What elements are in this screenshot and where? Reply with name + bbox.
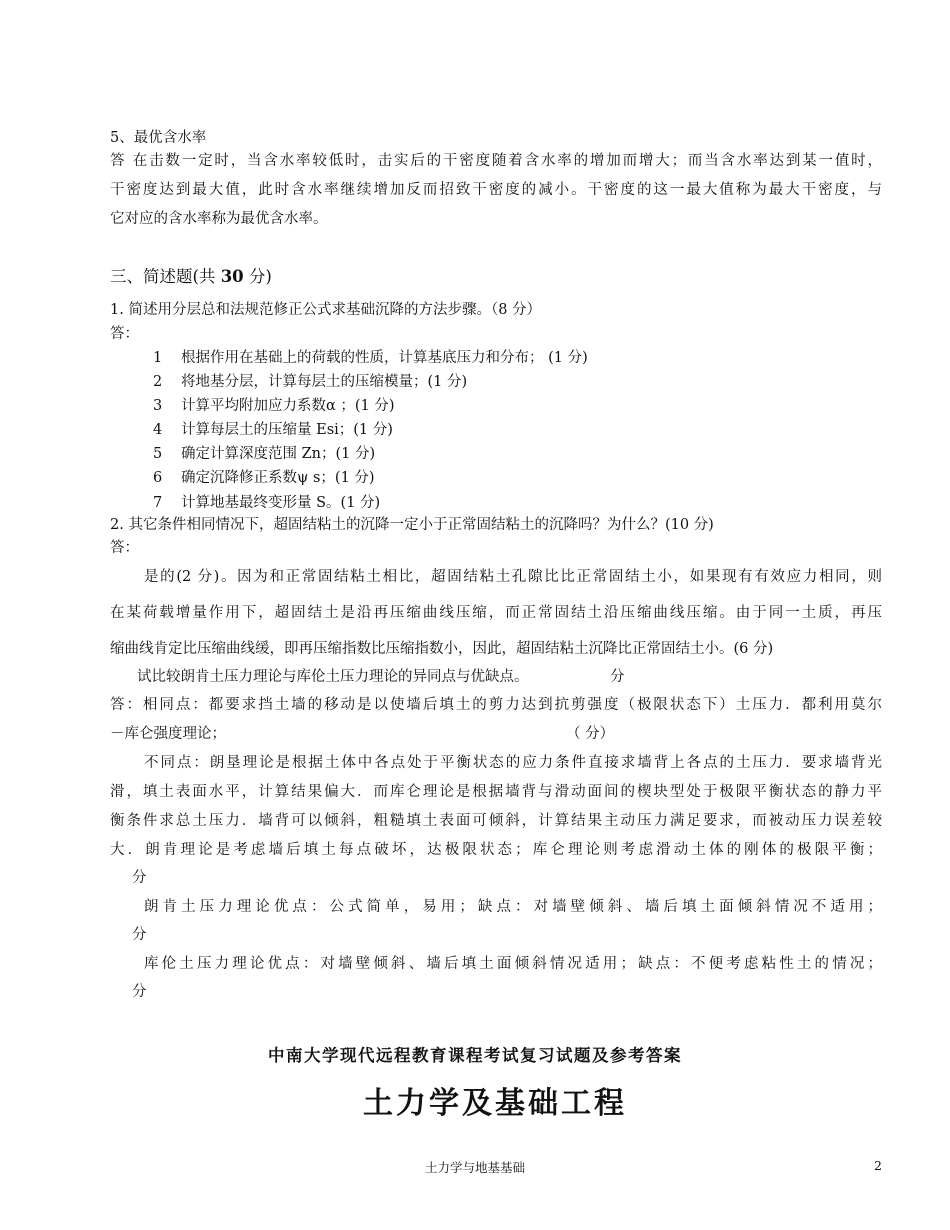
step-text: 计算每层土的压缩量 Esi；(1 分) — [181, 422, 393, 438]
q3-same-score: （ 分） — [566, 726, 615, 742]
section-heading-suffix: 分) — [243, 267, 272, 286]
course-banner-subtitle: 中南大学现代远程教育课程考试复习试题及参考答案 — [268, 1046, 682, 1065]
q1-step — [153, 493, 380, 513]
q3-coulomb-score: 分 — [132, 984, 147, 1000]
q3-rankine-score: 分 — [132, 927, 147, 943]
section-heading — [110, 266, 272, 288]
q5-answer-line-2: 干密度达到最大值，此时含水率继续增加反而招致干密度的减小。干密度的这一最大值称为最大干密度，与 — [110, 182, 882, 198]
step-number: 7 — [153, 495, 163, 511]
q1-question: 1. 简述用分层总和法规范修正公式求基础沉降的方法步骤。（8 分） — [110, 302, 542, 318]
q3-question-score: 分 — [610, 669, 625, 685]
q3-coulomb-line: 库伦土压力理论优点：对墙壁倾斜、墙后填土面倾斜情况适用；缺点：不便考虑粘性土的情况； — [144, 956, 882, 972]
q1-step — [153, 348, 588, 368]
q5-title: 5、最优含水率 — [110, 130, 207, 146]
step-text: 确定计算深度范围 Zn；(1 分) — [181, 446, 376, 462]
q2-answer-line-1: 是的(2 分)。因为和正常固结粘土相比，超固结粘土孔隙比比正常固结土小，如果现有有效应力相同，则 — [144, 569, 882, 585]
q3-question: 试比较朗肯土压力理论与库伦土压力理论的异同点与优缺点。 — [137, 669, 529, 685]
step-number: 5 — [153, 446, 163, 462]
q3-same-line-1: 答：相同点：都要求挡土墙的移动是以使墙后填土的剪力达到抗剪强度（极限状态下）土压力．都利用莫尔 — [110, 697, 882, 713]
q3-same-line-2: －库仑强度理论； — [110, 726, 226, 742]
step-number: 3 — [153, 398, 163, 414]
q1-step — [153, 444, 375, 464]
step-text: 计算平均附加应力系数α ；(1 分) — [181, 398, 395, 414]
q3-diff-line-1: 不同点：朗垦理论是根据土体中各点处于平衡状态的应力条件直接求墙背上各点的土压力．要求墙背光 — [144, 755, 882, 771]
q3-rankine-line: 朗肯土压力理论优点：公式简单，易用；缺点：对墙壁倾斜、墙后填土面倾斜情况不适用； — [144, 899, 882, 915]
step-number: 2 — [153, 374, 163, 390]
q5-answer-line-1: 答 在击数一定时，当含水率较低时，击实后的干密度随着含水率的增加而增大；而当含水率达到某一值时， — [110, 153, 882, 169]
q3-diff-score: 分 — [132, 870, 147, 886]
step-number: 1 — [153, 350, 163, 366]
q3-diff-line-3: 衡条件求总土压力．墙背可以倾斜，粗糙填土表面可倾斜，计算结果主动压力满足要求，而被动压力误差较 — [110, 813, 882, 829]
q1-step — [153, 396, 395, 416]
q2-answer-line-2: 在某荷载增量作用下，超固结土是沿再压缩曲线压缩，而正常固结土沿压缩曲线压缩。由于同一土质，再压 — [110, 605, 882, 621]
q1-answer-label: 答： — [110, 326, 139, 342]
q2-answer-label: 答： — [110, 540, 139, 556]
page-number: 2 — [874, 1158, 882, 1173]
q2-question: 2. 其它条件相同情况下，超固结粘土的沉降一定小于正常固结粘土的沉降吗？为什么？(10 分) — [110, 517, 714, 533]
section-heading-score: 30 — [220, 267, 244, 286]
q1-step — [153, 468, 375, 488]
step-text: 根据作用在基础上的荷载的性质，计算基底压力和分布； (1 分) — [181, 350, 588, 366]
step-number: 4 — [153, 422, 163, 438]
q3-diff-line-2: 滑，填土表面水平，计算结果偏大．而库仑理论是根据墙背与滑动面间的楔块型处于极限平衡状态的静力平 — [110, 784, 882, 800]
q1-step — [153, 372, 467, 392]
step-text: 将地基分层，计算每层土的压缩模量；(1 分) — [181, 374, 468, 390]
q3-diff-line-4: 大．朗肯理论是考虑墙后填土每点破坏，达极限状态；库仑理论则考虑滑动土体的刚体的极限平衡； — [110, 842, 882, 858]
section-heading-prefix: 三、简述题(共 — [110, 267, 221, 286]
q5-answer-line-3: 它对应的含水率称为最优含水率。 — [110, 211, 328, 227]
course-banner-title: 土力学及基础工程 — [363, 1086, 627, 1121]
step-text: 确定沉降修正系数ψ s；(1 分) — [181, 470, 375, 486]
step-text: 计算地基最终变形量 S。(1 分) — [181, 495, 381, 511]
q2-answer-line-3: 缩曲线肯定比压缩曲线缓，即再压缩指数比压缩指数小，因此，超固结粘土沉降比正常固结土小。(6 分) — [110, 641, 774, 657]
footer-title: 土力学与地基基础 — [424, 1160, 525, 1175]
q1-step — [153, 420, 393, 440]
step-number: 6 — [153, 470, 163, 486]
